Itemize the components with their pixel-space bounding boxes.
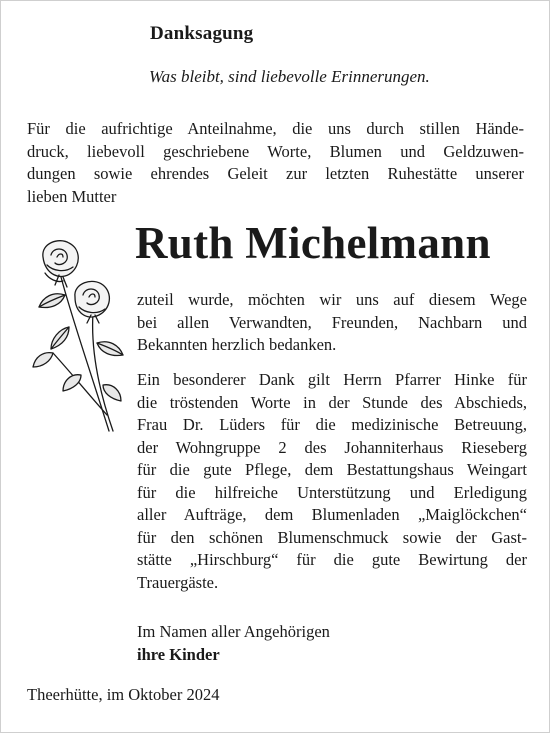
deceased-name: Ruth Michelmann (135, 218, 491, 268)
rose-icon (23, 235, 135, 435)
heading: Danksagung (150, 23, 254, 44)
motto: Was bleibt, sind liebevolle Erinnerungen. (149, 67, 430, 86)
intro-line: lieben Mutter (27, 186, 117, 206)
special-thanks-line: Frau Dr. Lüders für die medizinische Betreuung, (137, 415, 527, 434)
special-thanks-line: Trauergäste. (137, 572, 219, 592)
thanks-line: zuteil wurde, möchten wir uns auf diesem Wege (137, 290, 527, 309)
signer: ihre Kinder (137, 645, 220, 664)
special-thanks-line: Ein besonderer Dank gilt Herrn Pfarrer Hinke für (137, 370, 527, 389)
thanks-line: Bekannten herzlich bedanken. (137, 335, 337, 354)
special-thanks-line: für den schönen Blumenschmuck sowie der Gast- (137, 527, 527, 547)
closing-line: Im Namen aller Angehörigen (137, 622, 330, 641)
intro-paragraph (27, 118, 524, 208)
special-thanks-line: für die gute Pflege, dem Bestattungshaus Weingart (137, 460, 527, 479)
special-thanks-line: für die hilfreiche Unterstützung und Erledigung (137, 482, 527, 502)
special-thanks-paragraph (137, 369, 527, 594)
intro-line: Für die aufrichtige Anteilnahme, die uns durch stillen Hände- (27, 119, 524, 138)
closing-block (137, 620, 330, 666)
thanks-line: bei allen Verwandten, Freunden, Nachbarn und (137, 312, 527, 332)
special-thanks-line: der Wohngruppe 2 des Johanniterhaus Rieseberg (137, 437, 527, 457)
special-thanks-line: aller Aufträge, dem Blumenladen „Maiglöckchen“ (137, 505, 527, 524)
special-thanks-line: stätte „Hirschburg“ für die gute Bewirtung der (137, 550, 527, 569)
thanks-paragraph (137, 289, 527, 357)
place-date: Theerhütte, im Oktober 2024 (27, 685, 220, 704)
intro-line: druck, liebevoll geschriebene Worte, Blumen und Geldzuwen- (27, 141, 524, 161)
special-thanks-line: die tröstenden Worte in der Stunde des Abschieds, (137, 392, 527, 412)
intro-line: dungen sowie ehrendes Geleit zur letzten Ruhestätte unserer (27, 164, 524, 183)
